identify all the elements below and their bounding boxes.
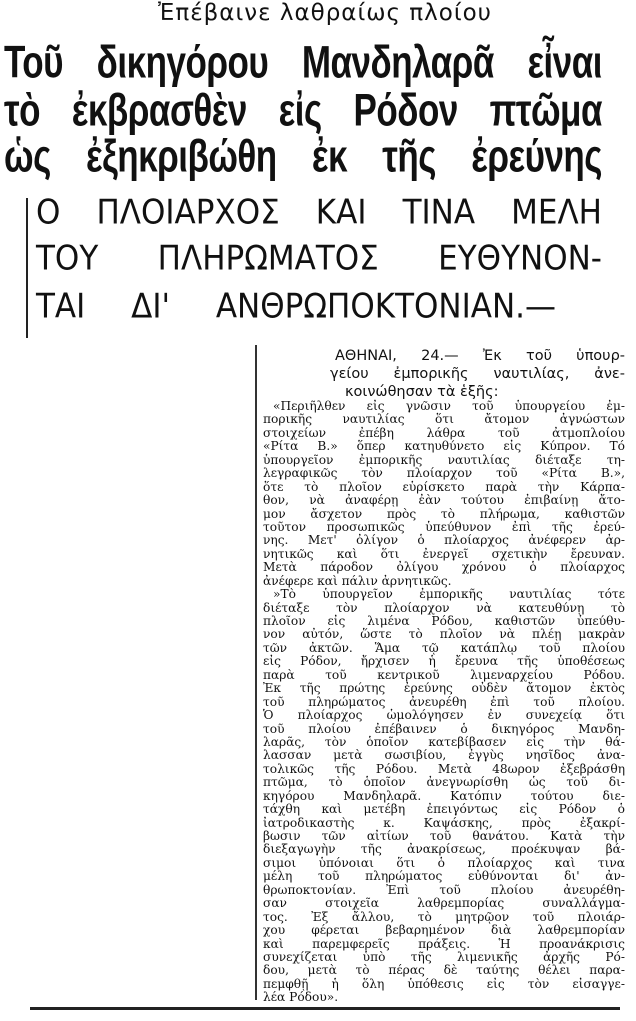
body-line: μον ἄσχετον πρὸς τὸ πλήρωμα, καθιστῶν bbox=[263, 506, 625, 521]
body-line: τοῦτον προσωπικῶς ὑπεύθυνον ἐπὶ τῆς ἐρεύ- bbox=[263, 519, 625, 534]
body-line: πλοῖον εἰς λιμένα Ρόδου, καθιστῶν ὑπεύθυ- bbox=[263, 614, 625, 628]
subheadline-line-3: ΤΑΙ ΔΙ' ΑΝΘΡΩΠΟΚΤΟΝΙΑΝ.— bbox=[36, 286, 556, 327]
headline-line-2: τὸ ἐκβρασθὲν εἰς Ρόδον πτῶμα bbox=[4, 85, 602, 137]
body-line: «Ρίτα Β.» ὅπερ κατηυθύνετο εἰς Κύπρον. Τό bbox=[263, 439, 625, 454]
body-line: εἰς Ρόδον, ἤρχισεν ἡ ἔρευνα τῆς ὑποθέσεως bbox=[263, 654, 625, 669]
bottom-rule bbox=[30, 1007, 620, 1010]
body-line: πεμφθῇ ἡ ὅλη ὑπόθεσις εἰς τὸν εἰσαγγε- bbox=[263, 976, 625, 991]
body-line: δου, μετὰ τὸ πέρας δὲ ταύτης θέλει παρα- bbox=[263, 963, 625, 978]
body-line: θον, νὰ ἀναφέρῃ ἐὰν τούτου ἐπιβαίνῃ ἄτο- bbox=[263, 493, 625, 508]
body-line: ὑπουργεῖον ἐμπορικῆς ναυτιλίας διέταξε τη- bbox=[263, 452, 625, 467]
body-line: τάχθη καὶ μετέβη ἐπειγόντως εἰς Ρόδον ὁ bbox=[263, 802, 625, 817]
body-line: λέα Ρόδου». bbox=[263, 990, 339, 1005]
headline-line-3: ὡς ἐξηκριβώθη ἐκ τῆς ἐρεύνης bbox=[4, 131, 602, 183]
body-line: σιμοι ὑπόνοιαι ὅτι ὁ πλοίαρχος καὶ τινα bbox=[263, 855, 625, 870]
subheadline-line-2: ΤΟΥ ΠΛΗΡΩΜΑΤΟΣ ΕΥΘΥΝΟΝ- bbox=[36, 238, 602, 279]
body-line: τος. Ἐξ ἄλλου, τὸ μητρῷον τοῦ πλοιάρ- bbox=[263, 909, 625, 924]
body-line: ἀνέφερε καὶ πάλιν ἀρνητικῶς. bbox=[263, 573, 452, 588]
body-line: Ὁ πλοίαρχος ὡμολόγησεν ἐν συνεχείᾳ ὅτι bbox=[263, 708, 625, 723]
dateline-line-2: γείου ἐμπορικῆς ναυτιλίας, ἀνε- bbox=[330, 366, 625, 382]
dateline-line-3: κοινώθησαν τὰ ἑξῆς: bbox=[345, 384, 499, 400]
body-line: πτῶμα, τὸ ὁποῖον ἀνεγνωρίσθη ὡς τοῦ δι- bbox=[263, 775, 625, 790]
body-line: Ἐκ τῆς πρώτης ἐρεύνης οὐδὲν ἄτομον ἐκτὸς bbox=[263, 681, 625, 696]
body-line: σαν στοιχεῖα λαθρεμπορίας συναλλάγμα- bbox=[263, 896, 625, 911]
body-line: λασσαν μετὰ σωσιβίου, ἐγγὺς νησῖδος ἀνα- bbox=[263, 748, 625, 763]
body-line: κηγόρου Μανδηλαρᾶ. Κατόπιν τούτου διε- bbox=[263, 788, 625, 803]
body-line: λεγραφικῶς τὸν πλοίαρχον τοῦ «Ρίτα Β.», bbox=[263, 466, 625, 481]
body-line: νης. Μετ' ὀλίγον ὁ πλοίαρχος ἀνέφερεν ἀρ- bbox=[263, 533, 625, 548]
article-kicker: Ἐπέβαινε λαθραίως πλοίου bbox=[158, 0, 492, 26]
body-line: χου φέρεται βεβαρημένον διὰ λαθρεμπορίαν bbox=[263, 923, 625, 938]
column-rule bbox=[255, 345, 257, 1000]
subheadline-bracket bbox=[26, 198, 28, 338]
body-line: πορικῆς ναυτιλίας ὅτι ἄτομον ἀγνώστων bbox=[263, 412, 625, 427]
body-line: παρὰ τοῦ κεντρικοῦ λιμεναρχείου Ρόδου. bbox=[263, 667, 625, 682]
body-line: καὶ παρεμφερεῖς πράξεις. Ἡ προανάκρισις bbox=[263, 936, 625, 951]
body-line: ὅτε τὸ πλοῖον εὑρίσκετο παρὰ τὴν Κάρπα- bbox=[263, 479, 625, 494]
body-line: τολικῶς τῆς Ρόδου. Μετὰ 48ωρον ἐξεβράσθη bbox=[263, 761, 625, 776]
body-line: νητικῶς καὶ ὅτι ἐνεργεῖ σχετικὴν ἔρευναν. bbox=[263, 546, 625, 561]
body-line: διεξαγωγὴν τῆς ἀνακρίσεως, προέκυψαν βά- bbox=[263, 842, 625, 857]
body-line: τῶν ἀκτῶν. Ἅμα τῷ κατάπλῳ τοῦ πλοίου bbox=[263, 640, 625, 655]
body-line: τοῦ πλοίου ἐπέβαινεν ὁ δικηγόρος Μανδη- bbox=[263, 721, 625, 736]
body-line: νον αὐτόν, ὥστε τὸ πλοῖον νὰ πλέῃ μακρὰν bbox=[263, 627, 625, 642]
body-line: βωσιν τῶν αἰτίων τοῦ θανάτου. Κατὰ τὴν bbox=[263, 829, 625, 843]
dateline-line-1: ΑΘΗΝΑΙ, 24.— Ἐκ τοῦ ὑπουρ- bbox=[335, 348, 625, 364]
body-line: «Περιῆλθεν εἰς γνῶσιν τοῦ ὑπουργείου ἐμ- bbox=[273, 399, 625, 413]
body-line: συνεχίζεται ὑπὸ τῆς λιμενικῆς ἀρχῆς Ρό- bbox=[263, 949, 625, 964]
body-line: »Τὸ ὑπουργεῖον ἐμπορικῆς ναυτιλίας τότε bbox=[273, 587, 625, 602]
article-body bbox=[263, 400, 625, 1005]
body-line: λαρᾶς, τὸν ὁποῖον κατεβίβασεν εἰς τὴν θά- bbox=[263, 734, 625, 749]
body-line: διέταξε τὸν πλοίαρχον νὰ κατευθύνῃ τὸ bbox=[263, 600, 625, 615]
body-line: θρωποκτονίαν. Ἐπὶ τοῦ πλοίου ἀνευρέθη- bbox=[263, 882, 625, 897]
headline-line-1: Τοῦ δικηγόρου Μανδηλαρᾶ εἶναι bbox=[4, 37, 602, 89]
subheadline-line-1: Ο ΠΛΟΙΑΡΧΟΣ ΚΑΙ ΤΙΝΑ ΜΕΛΗ bbox=[36, 192, 602, 233]
body-line: ἰατροδικαστὴς κ. Καψάσκης, πρὸς ἐξακρί- bbox=[263, 815, 625, 830]
body-line: τοῦ πληρώματος ἀνευρέθη ἐπὶ τοῦ πλοίου. bbox=[263, 694, 625, 709]
body-line: στοιχείων ἐπέβη λάθρα τοῦ ἀτμοπλοίου bbox=[263, 425, 625, 440]
body-line: Μετὰ πάροδον ὀλίγου χρόνου ὁ πλοίαρχος bbox=[263, 560, 625, 575]
body-line: μέλη τοῦ πληρώματος εὐθύνονται δι' ἀν- bbox=[263, 869, 625, 884]
